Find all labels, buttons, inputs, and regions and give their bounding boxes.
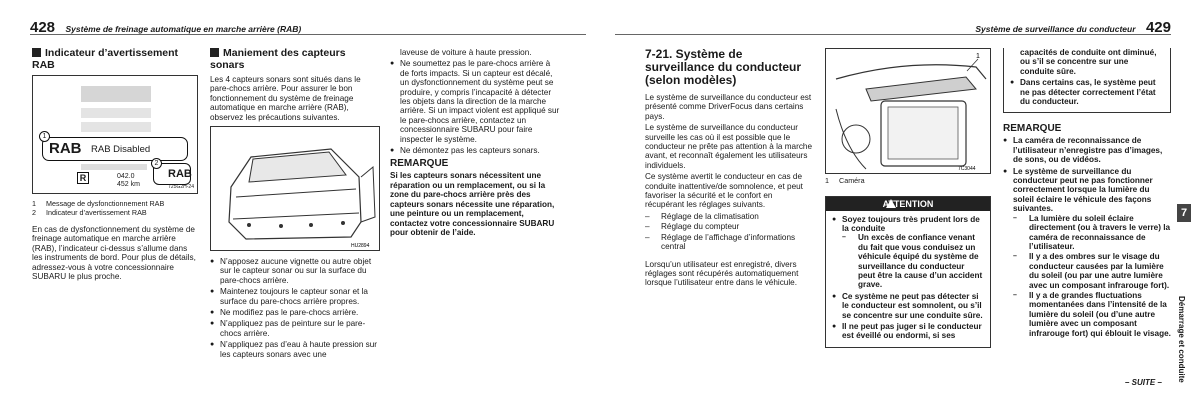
sonar-bullets-cont bbox=[390, 59, 560, 155]
attention-subitem: – Un excès de confiance venant du fait que vous conduisez un véhicule équipé du système de surveillance du conducteur peut être la cause d’un accident grave. bbox=[842, 233, 984, 289]
chapter-tab[interactable]: 7 bbox=[1177, 204, 1191, 222]
attention-item: ● Il ne peut pas juger si le conducteur est éveillé ou endormi, si ses bbox=[832, 322, 984, 341]
odometer-total: 452 km bbox=[117, 181, 140, 188]
remark-title: REMARQUE bbox=[1003, 123, 1062, 135]
warning-triangle-icon bbox=[886, 199, 896, 208]
chapter-heading: 7-21. Système de surveillance du conducteur (selon modèles) bbox=[645, 47, 802, 87]
header-left bbox=[30, 19, 586, 35]
sonar-bullets bbox=[210, 257, 380, 359]
remark-list bbox=[1003, 136, 1171, 338]
remark-subitem: – La lumière du soleil éclaire directement (ou à travers le verre) la caméra de reconnaissance de l’utilisateur. bbox=[1013, 214, 1171, 252]
header-right bbox=[615, 19, 1171, 35]
dashboard-illustration bbox=[826, 49, 990, 173]
header-title-left: Système de freinage automatique en marche arrière (RAB) bbox=[65, 24, 302, 34]
column-driver-monitoring bbox=[645, 48, 813, 290]
callout-1: 1 bbox=[39, 131, 50, 142]
column-remarks bbox=[1003, 48, 1171, 340]
square-bullet-icon bbox=[32, 48, 41, 57]
figure-code: HU2894 bbox=[351, 243, 370, 250]
remark-text: Si les capteurs sonars nécessitent une réparation ou un remplacement, ou si la zone du pare-chocs arrière près des capteurs sonars nécessite une réparation, une peinture ou un remplacement, contactez votre concessionnaire SUBARU pour obtenir de l’aide. bbox=[390, 171, 555, 237]
paragraph: Le système de surveillance du conducteur est présenté comme DriverFocus dans certains pays. bbox=[645, 93, 812, 121]
gear-indicator: R bbox=[77, 172, 89, 184]
remark-subitem: – Il y a de grandes fluctuations momentanées dans l’intensité de la lumière du soleil (ou d’une autre lumière avec un composant infrarouge fort) qui éblouit le visage. bbox=[1013, 291, 1171, 338]
attention-item: ● Dans certains cas, le système peut ne pas détecter correctement l’état du conducteur. bbox=[1010, 78, 1164, 106]
page-number-right: 429 bbox=[1145, 19, 1171, 36]
continuation-text: laveuse de voiture à haute pression. bbox=[400, 48, 532, 57]
figure-code: 725G2H-24 bbox=[168, 183, 194, 190]
bullet-item: ● Maintenez toujours le capteur sonar et la surface du pare-chocs arrière propres. bbox=[210, 287, 380, 306]
bullet-item: ● N’apposez aucune vignette ou autre objet sur le capteur sonar ou sur la surface du pare-chocs arrière. bbox=[210, 257, 380, 285]
rab-paragraph: En cas de dysfonctionnement du système de freinage automatique en marche arrière (RAB), l’indicateur ci-dessus s’allume dans les instruments de bord. Pour plus de détails, adressez-vous à votre concessionnaire SUBARU le plus proche. bbox=[32, 225, 196, 282]
bullet-item: ● Ne soumettez pas le pare-chocs arrière à de forts impacts. Si un capteur est décalé, un dysfonctionnement du système peut se produire, y compris l’incapacité à détecter les objets dans la direction de la marche arrière. Si un impact violent est appliqué sur le pare-chocs arrière, contactez un concessionnaire SUBARU pour faire inspecter le système. bbox=[390, 59, 560, 144]
chapter-label: Démarrage et conduite bbox=[1177, 296, 1186, 383]
paragraph: Ce système avertit le conducteur en cas de conduite inattentive/de somnolence, et peut favoriser la sécurité et le confort en récupérant les réglages suivants. bbox=[645, 172, 803, 210]
caption-1: 1 Message de dysfonctionnement RAB bbox=[32, 199, 165, 208]
rab-figure bbox=[32, 75, 198, 194]
column-camera-attention bbox=[825, 48, 991, 348]
attention-item: ● Soyez toujours très prudent lors de la conduite – Un excès de confiance venant du fait que vous conduisez un véhicule équipé du système de surveillance du conducteur peut être la cause d’un accident grave. bbox=[832, 215, 984, 290]
closing-paragraph: Lorsqu’un utilisateur est enregistré, divers réglages sont récupérés automatiquement lorsque l’utilisateur entre dans le véhicule. bbox=[645, 259, 799, 288]
odometer-trip: 042.0 bbox=[117, 173, 135, 180]
rab-warning-light: RAB bbox=[153, 163, 191, 185]
settings-list bbox=[645, 212, 813, 252]
remark-item: ● Le système de surveillance du conducteur peut ne pas fonctionner correctement lorsque la lumière du soleil éclaire le véhicule des façons suivantes. – La lumière du soleil éclaire directement (ou à travers le verre) la caméra de reconnaissance de l’utilisateur. – Il y a des ombres sur le visage du conducteur causées par la lumière du soleil (ou par une autre lumière avec un composant infrarouge fort). – Il y a de grandes fluctuations momentanées dans l’intensité de la lumière du soleil (ou d’une autre lumière avec un composant infrarouge fort) qui éblouit le visage. bbox=[1003, 167, 1171, 338]
bullet-item: ● Ne démontez pas les capteurs sonars. bbox=[390, 146, 560, 155]
page-number-left: 428 bbox=[30, 19, 56, 36]
remark-subitem: – Il y a des ombres sur le visage du conducteur causées par la lumière du soleil (ou par une autre lumière avec un composant infrarouge fort). bbox=[1013, 252, 1171, 290]
continued-marker: – SUITE – bbox=[1125, 378, 1162, 387]
bullet-item: ● N’appliquez pas de peinture sur le pare-chocs arrière. bbox=[210, 319, 380, 338]
attention-header: ATTENTION bbox=[826, 197, 990, 211]
bullet-item: ● Ne modifiez pas le pare-chocs arrière. bbox=[210, 308, 380, 317]
car-rear-illustration bbox=[211, 127, 379, 250]
section-heading: Indicateur d’avertissement RAB bbox=[32, 47, 179, 71]
remark-title: REMARQUE bbox=[390, 158, 449, 170]
paragraph: Le système de surveillance du conducteur surveille les cas où il est possible que le conducteur ne prête pas attention à la marche avant, et reconnaît également les utilisateurs individuels. bbox=[645, 123, 813, 170]
column-sonar-cont bbox=[390, 48, 560, 239]
callout-1: 1 bbox=[976, 53, 980, 60]
continuation-text: capacités de conduite ont diminué, ou s’il se concentre sur une conduite sûre. bbox=[1020, 48, 1157, 76]
caption-2: 2 Indicateur d’avertissement RAB bbox=[32, 207, 147, 217]
car-rear-figure bbox=[210, 126, 380, 251]
column-rab-indicator bbox=[32, 48, 198, 283]
attention-list bbox=[832, 215, 984, 341]
attention-box bbox=[825, 196, 991, 348]
callout-2: 2 bbox=[151, 158, 162, 169]
attention-box-cont bbox=[1003, 48, 1171, 113]
column-sonar-handling bbox=[210, 48, 380, 361]
attention-item: ● Ce système ne peut pas détecter si le conducteur est somnolent, ou s’il se concentre sur une conduite sûre. bbox=[832, 292, 984, 320]
caption-camera: 1 Caméra bbox=[825, 176, 865, 185]
rab-disabled-message: RAB RAB Disabled bbox=[42, 137, 188, 161]
header-title-right: Système de surveillance du conducteur bbox=[975, 24, 1136, 34]
remark-item: ● La caméra de reconnaissance de l’utilisateur n’enregistre pas d’images, de sons, ou de vidéos. bbox=[1003, 136, 1171, 164]
dash-item: – Réglage de la climatisation bbox=[645, 212, 813, 221]
dash-item: – Réglage du compteur bbox=[645, 222, 813, 231]
camera-figure bbox=[825, 48, 991, 174]
square-bullet-icon bbox=[210, 48, 219, 57]
intro-paragraph: Les 4 capteurs sonars sont situés dans le pare-chocs arrière. Pour assurer le bon fonctionnement du système de freinage automatique en marche arrière (RAB), observez les précautions suivantes. bbox=[210, 75, 361, 122]
figure-code: 7C3044 bbox=[958, 166, 976, 172]
bullet-item: ● N’appliquez pas d’eau à haute pression sur les capteurs sonars avec une bbox=[210, 340, 380, 359]
section-heading: Maniement des capteurs sonars bbox=[210, 47, 346, 71]
display-bar bbox=[81, 86, 151, 102]
dash-item: – Réglage de l’affichage d’informations central bbox=[645, 233, 813, 252]
